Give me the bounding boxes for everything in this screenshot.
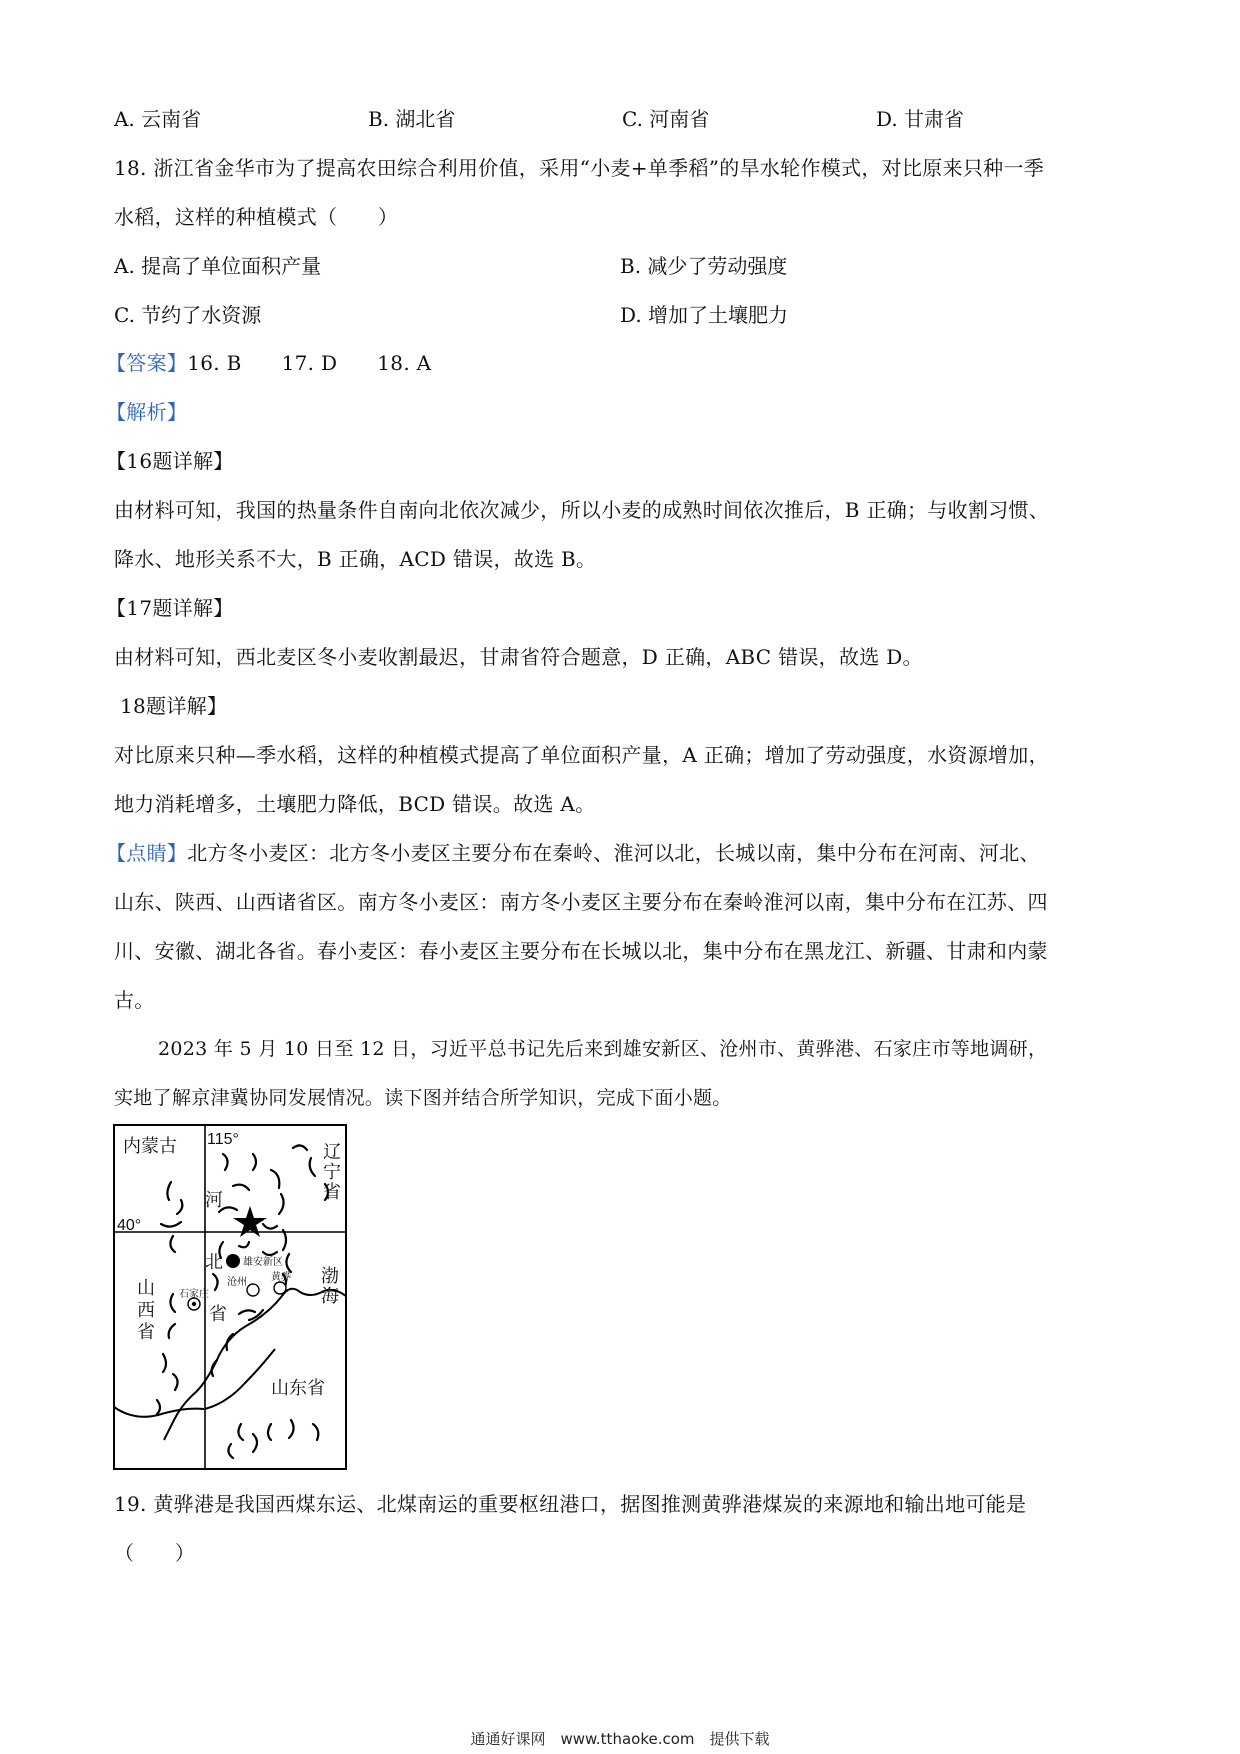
analysis-label: 【解析】 — [106, 400, 188, 424]
q18-option-a: A. 提高了单位面积产量 — [114, 254, 322, 278]
q16-detail-heading: 【16题详解】 — [106, 449, 234, 473]
label-shandong: 山东省 — [271, 1378, 325, 1398]
answer-line — [106, 348, 431, 378]
q17-option-c: C. 河南省 — [622, 107, 710, 131]
point-label: 【点睛】 — [106, 841, 188, 865]
q16-detail-line1: 由材料可知，我国的热量条件自南向北依次减少，所以小麦的成熟时间依次推后，B 正确；与收割习惯、 — [114, 498, 1050, 522]
q18-stem-line1: 18. 浙江省金华市为了提高农田综合利用价值，采用“小麦+单季稻”的旱水轮作模式，对比原来只种一季 — [114, 156, 1045, 180]
q18-option-b: B. 减少了劳动强度 — [620, 254, 788, 278]
label-nei-menggu: 内蒙古 — [123, 1136, 177, 1156]
label-40: 40° — [117, 1217, 142, 1234]
q18-option-d: D. 增加了土壤肥力 — [620, 303, 789, 327]
footer-source: 通通好课网 www.tthaoke.com 提供下载 — [470, 1730, 770, 1748]
material-line2: 实地了解京津冀协同发展情况。读下图并结合所学知识，完成下面小题。 — [114, 1087, 732, 1109]
answer-item: 16. B — [187, 351, 242, 375]
label-bohai: 渤海 — [321, 1266, 339, 1306]
label-bei: 北 — [205, 1252, 223, 1272]
q16-detail-line2: 降水、地形关系不大，B 正确，ACD 错误，故选 B。 — [114, 547, 597, 571]
label-shijiazhuang: 石家庄 — [179, 1289, 209, 1300]
region-map — [113, 1124, 347, 1470]
point-line1 — [106, 838, 1040, 868]
q18-detail-line2: 地力消耗增多，土壤肥力降低，BCD 错误。故选 A。 — [114, 792, 596, 816]
label-cangzhou: 沧州 — [227, 1277, 247, 1288]
material-line1: 2023 年 5 月 10 日至 12 日，习近平总书记先后来到雄安新区、沧州市、黄骅港、石家庄市等地调研， — [158, 1038, 1048, 1060]
q18-detail-heading: 18题详解】 — [120, 694, 228, 718]
point-line2: 山东、陕西、山西诸省区。南方冬小麦区：南方冬小麦区主要分布在秦岭淮河以南，集中分布在江苏、四 — [114, 890, 1048, 914]
xiongan-dot-icon — [226, 1254, 240, 1268]
point-text: 北方冬小麦区：北方冬小麦区主要分布在秦岭、淮河以北，长城以南，集中分布在河南、河北、 — [187, 841, 1040, 865]
q17-option-b: B. 湖北省 — [368, 107, 456, 131]
answer-item: 18. A — [377, 351, 432, 375]
label-xiongan: 雄安新区 — [243, 1257, 283, 1268]
label-shanxi: 山西省 — [137, 1278, 155, 1342]
q17-detail-line1: 由材料可知，西北麦区冬小麦收割最迟，甘肃省符合题意，D 正确，ABC 错误，故选 D。 — [114, 645, 923, 669]
q19-stem-line1: 19. 黄骅港是我国西煤东运、北煤南运的重要枢纽港口，据图推测黄骅港煤炭的来源地和输出地可能是 — [114, 1492, 1027, 1516]
q19-stem-line2: （ ） — [114, 1541, 196, 1565]
label-115: 115° — [207, 1131, 239, 1148]
label-liaoning: 辽宁省 — [323, 1142, 341, 1202]
answer-label: 【答案】 — [106, 351, 188, 375]
huanghua-circle-icon — [274, 1282, 286, 1294]
label-he: 河 — [205, 1190, 223, 1210]
label-huanghua: 黄骅 — [271, 1272, 291, 1283]
q18-detail-line1: 对比原来只种—季水稻，这样的种植模式提高了单位面积产量，A 正确；增加了劳动强度，水资源增加， — [114, 743, 1049, 767]
point-line4: 古。 — [114, 988, 155, 1012]
q18-stem-line2: 水稻，这样的种植模式（ ） — [114, 205, 399, 229]
q17-option-d: D. 甘肃省 — [876, 107, 965, 131]
point-line3: 川、安徽、湖北各省。春小麦区：春小麦区主要分布在长城以北，集中分布在黑龙江、新疆、甘肃和内蒙 — [114, 939, 1048, 963]
answer-item: 17. D — [281, 351, 338, 375]
q17-option-a: A. 云南省 — [114, 107, 202, 131]
cangzhou-circle-icon — [247, 1284, 259, 1296]
q18-option-c: C. 节约了水资源 — [114, 303, 262, 327]
q17-detail-heading: 【17题详解】 — [106, 596, 234, 620]
label-sheng: 省 — [209, 1304, 227, 1324]
